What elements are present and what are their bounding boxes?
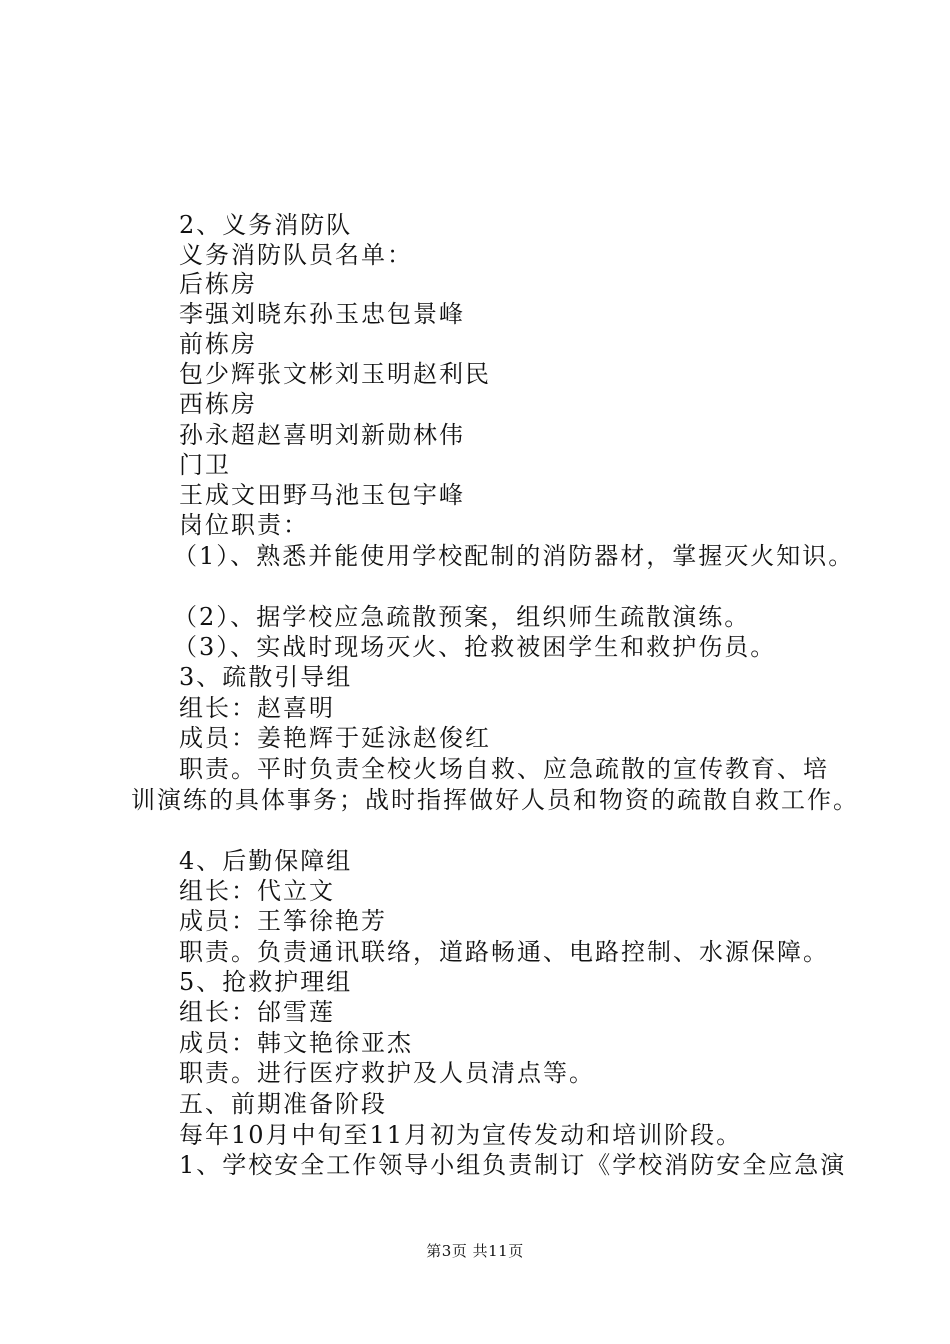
duties-label: 岗位职责：: [179, 511, 309, 539]
evacuation-group-leader: 组长：赵喜明: [179, 694, 335, 722]
building-rear-label: 后栋房: [179, 270, 257, 298]
building-rear-members: 李强刘晓东孙玉忠包景峰: [179, 300, 465, 328]
gate-label: 门卫: [179, 451, 231, 479]
rescue-duty: 职责。进行医疗救护及人员清点等。: [179, 1059, 595, 1087]
evacuation-duty-line-1: 职责。平时负责全校火场自救、应急疏散的宣传教育、培: [179, 755, 829, 783]
evacuation-group-members: 成员：姜艳辉于延泳赵俊红: [179, 724, 491, 752]
roster-label: 义务消防队员名单：: [179, 241, 413, 269]
duty-item-1: （1）、熟悉并能使用学校配制的消防器材，掌握灭火知识。: [173, 542, 855, 570]
building-west-label: 西栋房: [179, 390, 257, 418]
duty-item-2: （2）、据学校应急疏散预案，组织师生疏散演练。: [173, 603, 751, 631]
section-heading-volunteer-fire-team: 2、义务消防队: [179, 211, 353, 239]
preparation-item-1: 1、学校安全工作领导小组负责制订《学校消防安全应急演: [179, 1151, 847, 1179]
evacuation-duty-line-2: 训演练的具体事务；战时指挥做好人员和物资的疏散自救工作。: [131, 786, 859, 814]
section-heading-rescue-group: 5、抢救护理组: [179, 968, 353, 996]
building-front-label: 前栋房: [179, 330, 257, 358]
page-footer: 第3页 共11页: [426, 1242, 524, 1260]
rescue-group-members: 成员：韩文艳徐亚杰: [179, 1029, 413, 1057]
gate-members: 王成文田野马池玉包宇峰: [179, 481, 465, 509]
duty-item-3: （3）、实战时现场灭火、抢救被困学生和救护伤员。: [173, 633, 777, 661]
section-heading-preparation-stage: 五、前期准备阶段: [179, 1090, 387, 1118]
building-front-members: 包少辉张文彬刘玉明赵利民: [179, 360, 491, 388]
logistics-group-members: 成员：王筝徐艳芳: [179, 907, 387, 935]
logistics-duty: 职责。负责通讯联络，道路畅通、电路控制、水源保障。: [179, 938, 829, 966]
building-west-members: 孙永超赵喜明刘新勋林伟: [179, 421, 465, 449]
logistics-group-leader: 组长：代立文: [179, 877, 335, 905]
rescue-group-leader: 组长：邰雪莲: [179, 998, 335, 1026]
section-heading-evacuation-group: 3、疏散引导组: [179, 663, 353, 691]
preparation-timeline: 每年10月中旬至11月初为宣传发动和培训阶段。: [179, 1121, 743, 1149]
section-heading-logistics-group: 4、后勤保障组: [179, 847, 353, 875]
